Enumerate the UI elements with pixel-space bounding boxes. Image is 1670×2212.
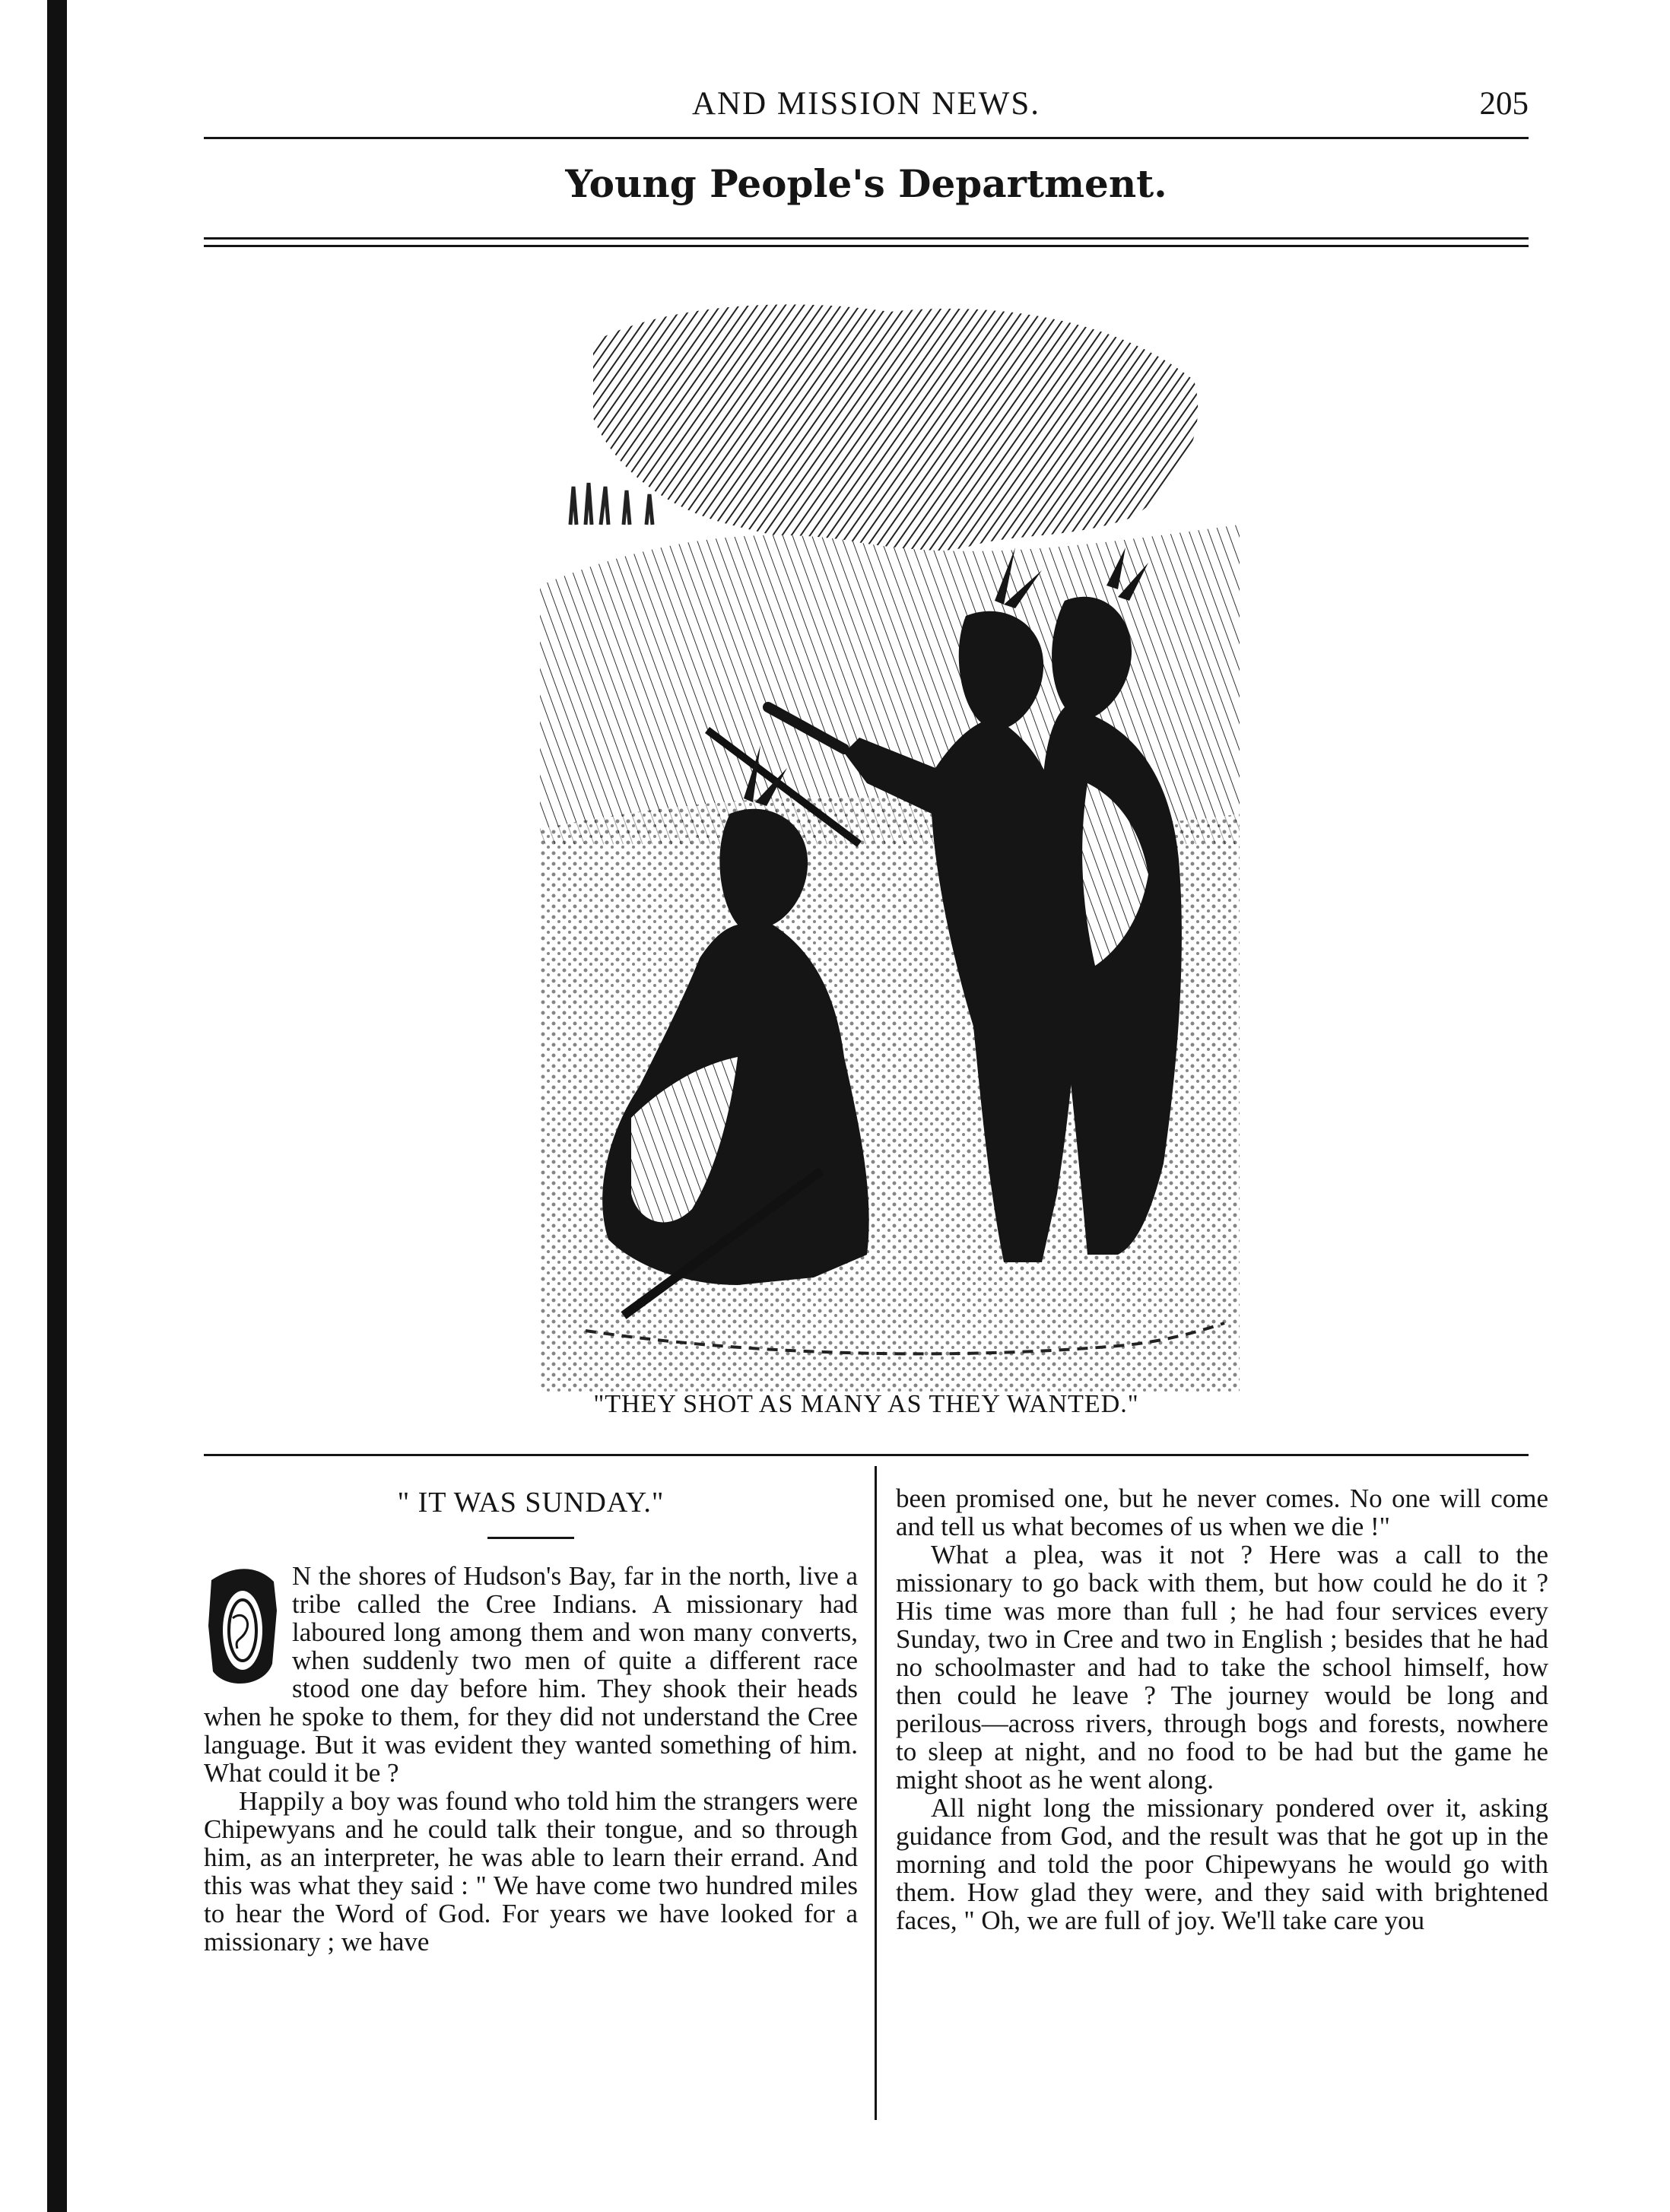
section-rule bbox=[204, 1454, 1529, 1456]
right-paragraph-2: What a plea, was it not ? Here was a call to the missionary to go back with them, but how could he do it ? His time was more than full ; he had four services every Sunday, two in Cree and two in English ; besides that he had no schoolmaster and had to take the school himself, how then could he leave ? The journey would be long and perilous—across rivers, through bogs and forests, nowhere to sleep at night, and no food to be had but the game he might shoot as he went along. bbox=[896, 1540, 1548, 1795]
left-paragraph-1: N the shores of Hudson's Bay, far in the north, live a tribe called the Cree Indians. A missionary had laboured long among them and won many converts, when suddenly two men of quite a different race stood one day before him. They shook their heads when he spoke to them, for they did not understand the Cree language. But it was evident they wanted something of him. What could it be ? bbox=[204, 1561, 858, 1788]
illustration-caption: "THEY SHOT AS MANY AS THEY WANTED." bbox=[593, 1390, 1139, 1418]
article-left-column bbox=[204, 1483, 858, 1956]
left-paragraph-2: Happily a boy was found who told him the strangers were Chipewyans and he could talk their tongue, and so through him, as an interpreter, he was able to learn their errand. And this was what they said : " We have come two hundred miles to hear the Word of God. For years we have looked for a missionary ; we have bbox=[204, 1786, 858, 1957]
right-paragraph-3: All night long the missionary pondered over it, asking guidance from God, and the result was that he got up in the morning and told the poor Chipewyans he would go with them. How glad they were, and they said with brightened faces, " Oh, we are full of joy. We'll take care you bbox=[896, 1793, 1548, 1935]
right-paragraph-1: been promised one, but he never comes. No one will come and tell us what becomes of us when we die !" bbox=[896, 1484, 1548, 1541]
page-header bbox=[204, 85, 1529, 131]
tree-canopy bbox=[593, 304, 1198, 552]
engraving-illustration bbox=[540, 297, 1240, 1392]
header-rule bbox=[204, 137, 1529, 139]
title-rule bbox=[487, 1537, 574, 1539]
double-rule-top bbox=[204, 237, 1529, 240]
article-right-column bbox=[896, 1484, 1548, 1934]
ornamental-drop-cap-o bbox=[204, 1565, 281, 1694]
column-divider bbox=[875, 1466, 877, 2120]
page-number: 205 bbox=[1479, 86, 1529, 122]
department-title: Young People's Department. bbox=[565, 161, 1167, 206]
double-rule-bottom bbox=[204, 245, 1529, 247]
running-head: AND MISSION NEWS. bbox=[691, 86, 1041, 122]
article-title: " IT WAS SUNDAY." bbox=[397, 1487, 665, 1519]
page-binding-edge bbox=[47, 0, 67, 2212]
